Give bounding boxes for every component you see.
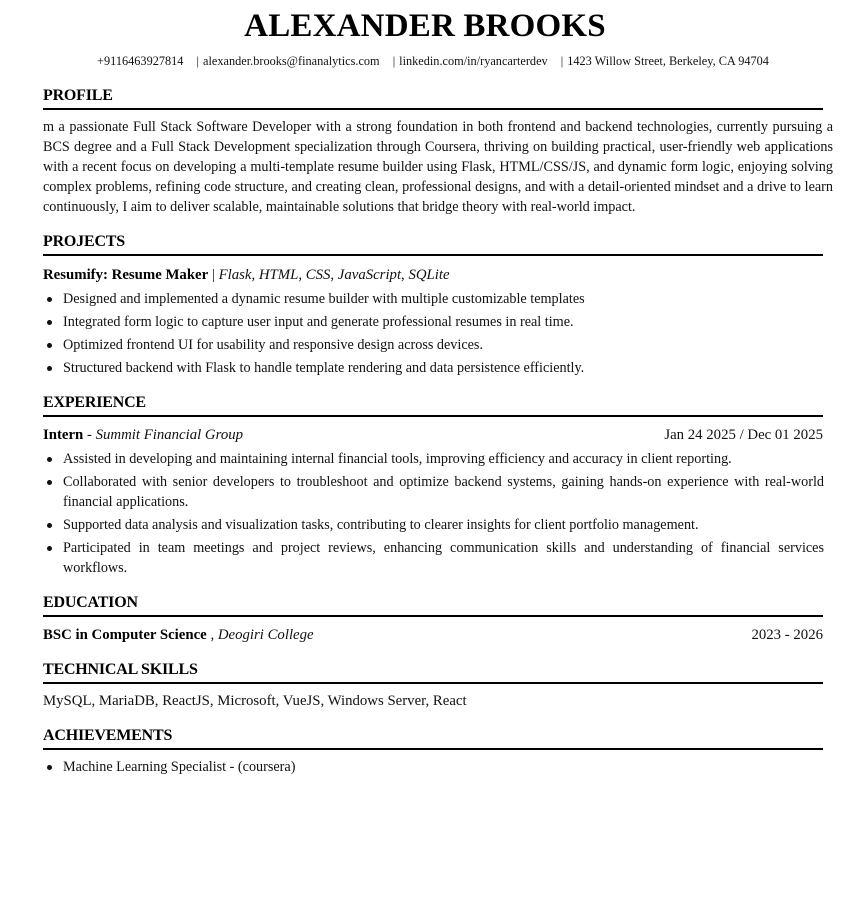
section-title-achievements: ACHIEVEMENTS (43, 727, 823, 750)
list-item: Assisted in developing and maintaining internal financial tools, improving efficiency and accuracy in client reporting. (43, 449, 824, 469)
project-bullets (43, 289, 824, 381)
skills-section (43, 661, 823, 684)
section-title-skills: TECHNICAL SKILLS (43, 661, 823, 684)
section-title-projects: PROJECTS (43, 233, 823, 256)
list-item: Machine Learning Specialist - (coursera) (43, 757, 824, 777)
education-years: 2023 - 2026 (751, 627, 823, 643)
section-title-education: EDUCATION (43, 594, 823, 617)
achievement-bullets (43, 757, 824, 780)
profile-section (43, 87, 823, 110)
list-item: Supported data analysis and visualization tasks, contributing to clearer insights for client portfolio management. (43, 515, 824, 535)
list-item: Integrated form logic to capture user input and generate professional resumes in real time. (43, 312, 824, 332)
job-role: Intern (43, 427, 84, 443)
contact-separator: | (560, 54, 564, 68)
experience-bullets (43, 449, 824, 581)
job-separator: - (83, 427, 96, 443)
list-item: Optimized frontend UI for usability and responsive design across devices. (43, 335, 824, 355)
linkedin-url: linkedin.com/in/ryancarterdev (399, 54, 548, 68)
project-separator: | (211, 267, 215, 283)
project-name: Resumify: Resume Maker (43, 267, 209, 283)
profile-summary: m a passionate Full Stack Software Developer with a strong foundation in both frontend and backend technologies, currently pursuing a BCS degree and a Full Stack Development specialization through Coursera, thriving on building practical, user-friendly web applications with a recent focus on developing a multi-template resume builder using Flask, HTML/CSS/JS, and dynamic form logic, enjoying solving complex problems, refining code structure, and creating clean, professional designs, and with a detail-oriented mindset and a drive to learn continuously, I aim to deliver scalable, maintainable solutions that bridge theory with real-world impact. (43, 119, 833, 215)
contact-separator: | (196, 54, 200, 68)
list-item: Designed and implemented a dynamic resume builder with multiple customizable templates (43, 289, 824, 309)
section-title-profile: PROFILE (43, 87, 823, 110)
project-tech-stack: Flask, HTML, CSS, JavaScript, SQLite (218, 267, 450, 283)
experience-heading (43, 425, 823, 445)
education-section (43, 594, 823, 617)
degree-name: BSC in Computer Science (43, 627, 207, 643)
phone-number: +9116463927814 (97, 54, 184, 68)
list-item: Structured backend with Flask to handle template rendering and data persistence efficiently. (43, 358, 824, 378)
list-item: Collaborated with senior developers to troubleshoot and optimize backend systems, gaining hands-on experience with real-world financial applications. (43, 472, 824, 512)
contact-separator: | (392, 54, 396, 68)
project-heading (43, 265, 823, 285)
experience-section (43, 394, 823, 417)
achievements-section (43, 727, 823, 750)
company-name: Summit Financial Group (95, 427, 244, 443)
education-heading (43, 625, 823, 645)
home-address: 1423 Willow Street, Berkeley, CA 94704 (567, 54, 769, 68)
skills-list: MySQL, MariaDB, ReactJS, Microsoft, VueJS, Windows Server, React (43, 693, 467, 709)
contact-line (0, 54, 850, 69)
college-name: , Deogiri College (210, 627, 314, 643)
candidate-name: ALEXANDER BROOKS (244, 8, 606, 44)
job-dates: Jan 24 2025 / Dec 01 2025 (664, 427, 823, 443)
email-address: alexander.brooks@finanalytics.com (203, 54, 380, 68)
list-item: Participated in team meetings and project reviews, enhancing communication skills and understanding of financial services workflows. (43, 538, 824, 578)
section-title-experience: EXPERIENCE (43, 394, 823, 417)
projects-section (43, 233, 823, 256)
